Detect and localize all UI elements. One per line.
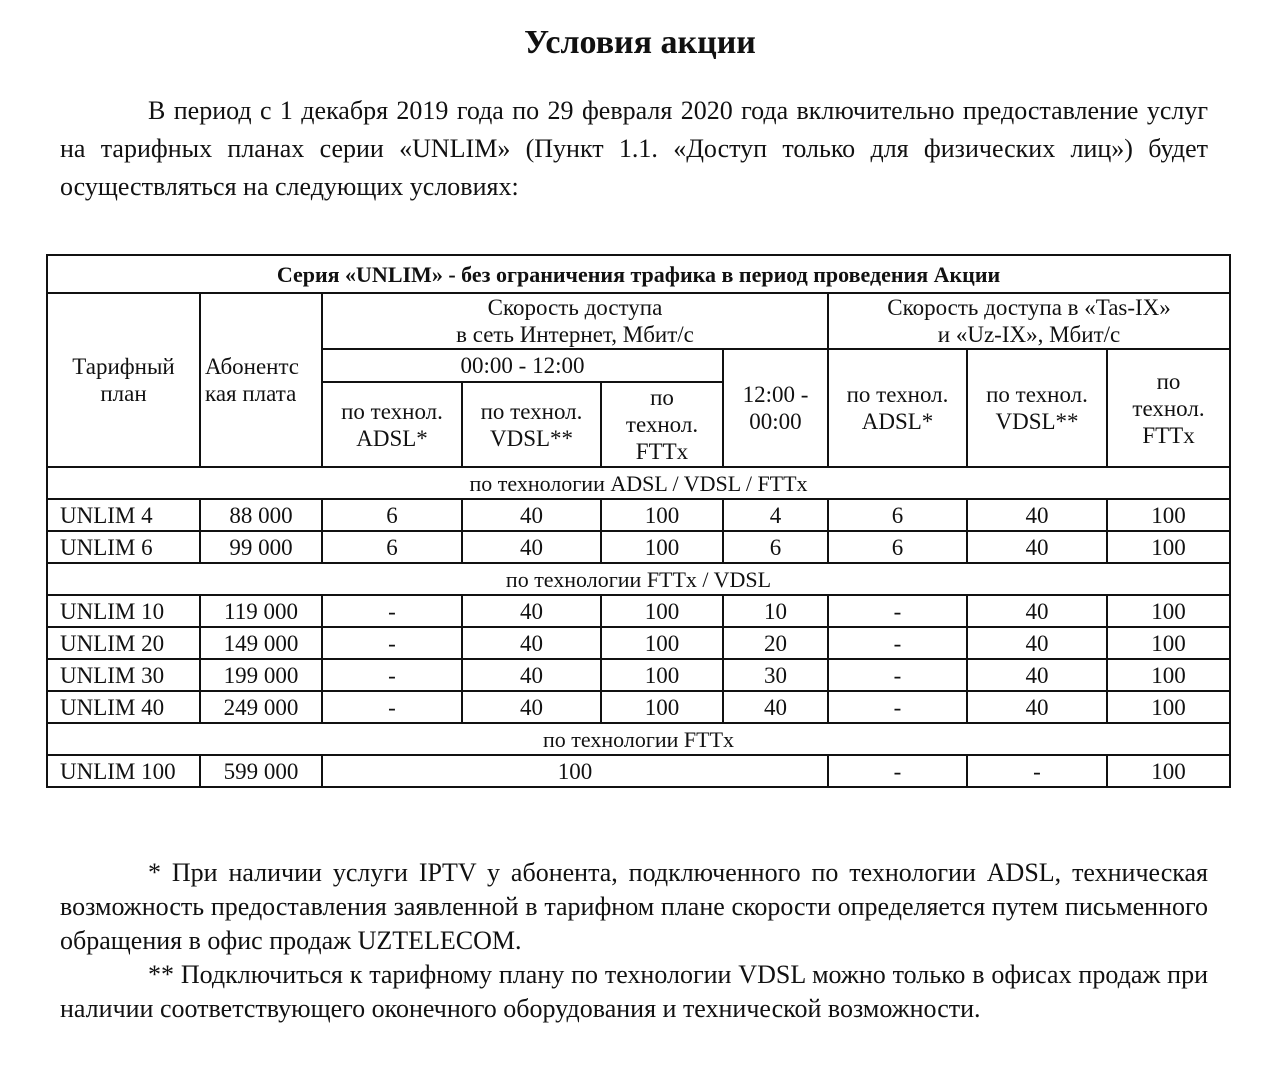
header-tasix-line2: и «Uz-IX», Мбит/с bbox=[937, 322, 1121, 347]
cell-speed: - bbox=[967, 755, 1107, 787]
header-tasix-vdsl-line1: по технол. bbox=[986, 382, 1088, 407]
header-day-period: 00:00 - 12:00 bbox=[322, 349, 723, 382]
cell-speed: 100 bbox=[601, 531, 723, 563]
cell-speed: 30 bbox=[723, 659, 828, 691]
cell-speed: 6 bbox=[828, 499, 967, 531]
header-tariff-plan-line2: план bbox=[100, 381, 147, 406]
section-row bbox=[47, 723, 1230, 755]
header-internet-fttx-line3: FTTx bbox=[635, 439, 689, 464]
cell-plan: UNLIM 30 bbox=[47, 659, 200, 691]
cell-fee: 249 000 bbox=[200, 691, 322, 723]
cell-speed: 40 bbox=[967, 499, 1107, 531]
cell-speed: 40 bbox=[462, 659, 601, 691]
header-tasix-vdsl bbox=[967, 349, 1107, 467]
cell-plan: UNLIM 6 bbox=[47, 531, 200, 563]
cell-fee: 199 000 bbox=[200, 659, 322, 691]
cell-speed: 100 bbox=[1107, 659, 1230, 691]
section-label: по технологии FTTx bbox=[47, 723, 1230, 755]
header-internet-line2: в сеть Интернет, Мбит/с bbox=[456, 322, 694, 347]
section-row bbox=[47, 467, 1230, 499]
cell-speed: - bbox=[322, 659, 462, 691]
cell-speed: 40 bbox=[462, 595, 601, 627]
cell-speed: 40 bbox=[967, 531, 1107, 563]
table-row bbox=[47, 691, 1230, 723]
cell-speed: 100 bbox=[601, 659, 723, 691]
cell-speed: 20 bbox=[723, 627, 828, 659]
cell-speed: 6 bbox=[322, 531, 462, 563]
table-row bbox=[47, 755, 1230, 787]
header-internet-line1: Скорость доступа bbox=[487, 295, 663, 320]
header-night-line1: 12:00 - bbox=[742, 382, 809, 407]
cell-speed: 100 bbox=[322, 755, 828, 787]
table-row bbox=[47, 627, 1230, 659]
cell-speed: - bbox=[828, 627, 967, 659]
header-internet-adsl-line1: по технол. bbox=[341, 398, 443, 424]
cell-plan: UNLIM 40 bbox=[47, 691, 200, 723]
header-tariff-plan bbox=[47, 293, 200, 467]
header-tasix-adsl-line1: по технол. bbox=[846, 382, 949, 407]
cell-speed: 100 bbox=[1107, 691, 1230, 723]
table-row bbox=[47, 531, 1230, 563]
header-night-line2: 00:00 bbox=[749, 409, 802, 434]
cell-speed: 40 bbox=[462, 499, 601, 531]
cell-speed: - bbox=[828, 755, 967, 787]
cell-fee: 599 000 bbox=[200, 755, 322, 787]
table-row bbox=[47, 499, 1230, 531]
cell-speed: 40 bbox=[967, 691, 1107, 723]
cell-speed: 100 bbox=[601, 499, 723, 531]
header-internet-speed bbox=[322, 293, 828, 349]
cell-speed: - bbox=[322, 691, 462, 723]
cell-fee: 88 000 bbox=[200, 499, 322, 531]
header-internet-vdsl-line2: VDSL** bbox=[489, 425, 574, 451]
header-tasix-adsl-line2: ADSL* bbox=[861, 409, 934, 434]
cell-speed: 100 bbox=[601, 691, 723, 723]
cell-speed: 10 bbox=[723, 595, 828, 627]
header-fee-line2: кая плата bbox=[205, 381, 297, 406]
cell-speed: 100 bbox=[601, 627, 723, 659]
cell-fee: 99 000 bbox=[200, 531, 322, 563]
header-internet-adsl-line2: ADSL* bbox=[356, 425, 428, 451]
cell-plan: UNLIM 10 bbox=[47, 595, 200, 627]
cell-speed: - bbox=[322, 595, 462, 627]
header-tasix-line1: Скорость доступа в «Tas-IX» bbox=[887, 295, 1171, 320]
cell-speed: 4 bbox=[723, 499, 828, 531]
header-tasix-fttx-line3: FTTx bbox=[1142, 422, 1195, 448]
cell-speed: 40 bbox=[462, 691, 601, 723]
header-night-period bbox=[723, 349, 828, 467]
header-internet-adsl bbox=[322, 382, 462, 467]
cell-speed: - bbox=[828, 595, 967, 627]
cell-fee: 119 000 bbox=[200, 595, 322, 627]
header-internet-fttx-line1: по bbox=[650, 385, 674, 410]
header-subscription-fee bbox=[200, 293, 322, 467]
cell-speed: 100 bbox=[601, 595, 723, 627]
header-internet-vdsl bbox=[462, 382, 601, 467]
cell-speed: 100 bbox=[1107, 531, 1230, 563]
footnote-adsl: * При наличии услуги IPTV у абонента, подключенного по технологии ADSL, техническая возможность предоставления заявленной в тарифном плане скорости определяется путем письменного обращения в офис продаж UZTELECOM. bbox=[60, 858, 1208, 955]
table-row bbox=[47, 595, 1230, 627]
header-fee-line1: Абонентс bbox=[205, 354, 300, 379]
header-internet-fttx-line2: технол. bbox=[625, 412, 699, 437]
cell-speed: 40 bbox=[967, 627, 1107, 659]
cell-speed: 40 bbox=[462, 627, 601, 659]
cell-speed: 100 bbox=[1107, 595, 1230, 627]
cell-speed: 40 bbox=[967, 595, 1107, 627]
header-tasix-vdsl-line2: VDSL** bbox=[995, 409, 1079, 434]
tariff-table bbox=[46, 254, 1231, 788]
table-banner: Серия «UNLIM» - без ограничения трафика в период проведения Акции bbox=[47, 255, 1230, 293]
cell-speed: - bbox=[322, 627, 462, 659]
section-label: по технологии ADSL / VDSL / FTTx bbox=[47, 467, 1230, 499]
header-tariff-plan-line1: Тарифный bbox=[72, 354, 175, 379]
page-title: Условия акции bbox=[524, 24, 756, 61]
section-row bbox=[47, 563, 1230, 595]
cell-speed: - bbox=[828, 659, 967, 691]
cell-speed: 6 bbox=[723, 531, 828, 563]
header-internet-vdsl-line1: по технол. bbox=[480, 398, 583, 424]
intro-paragraph: В период с 1 декабря 2019 года по 29 февраля 2020 года включительно предоставление услуг на тарифных планах серии «UNLIM» (Пункт 1.1. «Доступ только для физических лиц») будет осуществляться на следующих условиях: bbox=[60, 96, 1208, 201]
cell-speed: 6 bbox=[322, 499, 462, 531]
cell-speed: 100 bbox=[1107, 627, 1230, 659]
footnote-vdsl: ** Подключиться к тарифному плану по технологии VDSL можно только в офисах продаж при наличии соответствующего оконечного оборудования и технической возможности. bbox=[60, 960, 1208, 1023]
cell-fee: 149 000 bbox=[200, 627, 322, 659]
table-row bbox=[47, 659, 1230, 691]
header-tasix-adsl bbox=[828, 349, 967, 467]
cell-speed: 40 bbox=[967, 659, 1107, 691]
header-tasix-speed bbox=[828, 293, 1230, 349]
section-label: по технологии FTTx / VDSL bbox=[47, 563, 1230, 595]
header-tasix-fttx-line1: по bbox=[1156, 368, 1181, 394]
cell-speed: - bbox=[828, 691, 967, 723]
cell-speed: 100 bbox=[1107, 499, 1230, 531]
header-internet-fttx bbox=[601, 382, 723, 467]
header-tasix-fttx bbox=[1107, 349, 1230, 467]
cell-plan: UNLIM 100 bbox=[47, 755, 200, 787]
cell-plan: UNLIM 4 bbox=[47, 499, 200, 531]
cell-speed: 40 bbox=[723, 691, 828, 723]
footnotes bbox=[60, 856, 1208, 1026]
cell-speed: 40 bbox=[462, 531, 601, 563]
cell-speed: 6 bbox=[828, 531, 967, 563]
cell-speed: 100 bbox=[1107, 755, 1230, 787]
cell-plan: UNLIM 20 bbox=[47, 627, 200, 659]
header-tasix-fttx-line2: технол. bbox=[1132, 395, 1205, 421]
